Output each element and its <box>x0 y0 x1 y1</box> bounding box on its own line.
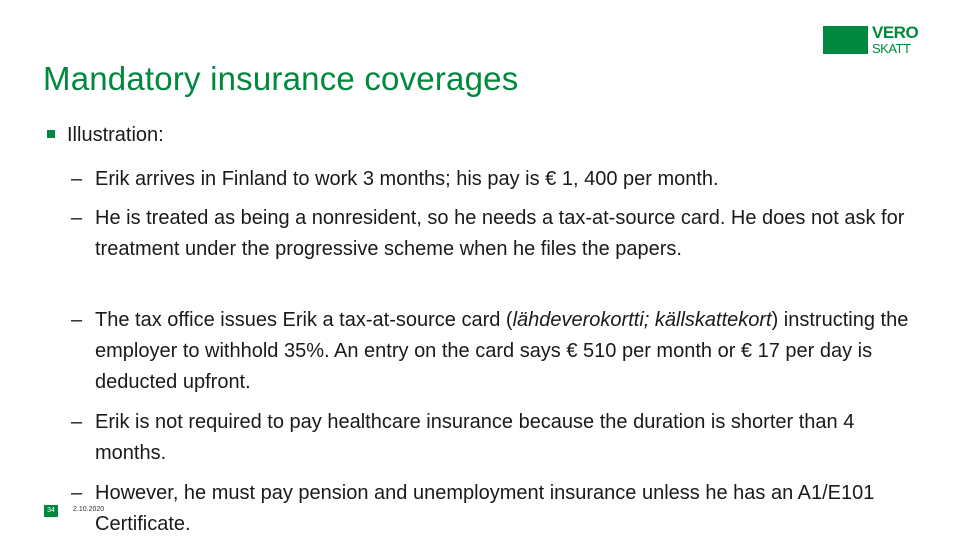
list-item <box>71 478 931 540</box>
dash-bullet-icon: – <box>71 309 83 331</box>
list-item <box>71 203 931 265</box>
list-item-text <box>95 305 925 398</box>
dash-bullet-icon: – <box>71 482 83 504</box>
slide-title: Mandatory insurance coverages <box>43 60 519 97</box>
vero-skatt-logo <box>823 24 923 56</box>
logo-line-2: SKATT <box>872 41 911 56</box>
list-item-text: Erik is not required to pay healthcare insurance because the duration is shorter than 4 months. <box>95 411 855 464</box>
footer-date: 2.10.2020 <box>73 506 105 513</box>
list-item <box>71 407 931 469</box>
intro-label: Illustration: <box>67 124 164 146</box>
list-item-text-part-b: ) instructing the employer to withhold 35%. An entry on the card says € 510 per month or € 17 per day is deducted upfront. <box>95 309 909 393</box>
list-item-text: He is treated as being a nonresident, so he needs a tax-at-source card. He does not ask for treatment under the progressive scheme when he files the papers. <box>95 207 905 260</box>
page-number: 34 <box>44 505 58 517</box>
list-item-text-italic: lähdeverokortti; källskattekort <box>512 309 772 331</box>
intro-bullet <box>47 122 164 148</box>
list-item-text: Erik arrives in Finland to work 3 months; his pay is € 1, 400 per month. <box>95 168 719 190</box>
list-item-text-part-a: The tax office issues Erik a tax-at-source card ( <box>95 309 513 331</box>
list-item <box>71 305 931 398</box>
square-bullet-icon <box>47 130 55 138</box>
dash-bullet-icon: – <box>71 168 83 190</box>
logo-line-1: VERO <box>872 23 919 42</box>
dash-bullet-icon: – <box>71 411 83 433</box>
logo-mark <box>823 26 868 54</box>
logo-wordmark <box>872 24 918 55</box>
dash-bullet-icon: – <box>71 207 83 229</box>
list-item-text: However, he must pay pension and unemployment insurance unless he has an A1/E101 Certificate. <box>95 482 875 535</box>
list-item <box>71 164 931 195</box>
